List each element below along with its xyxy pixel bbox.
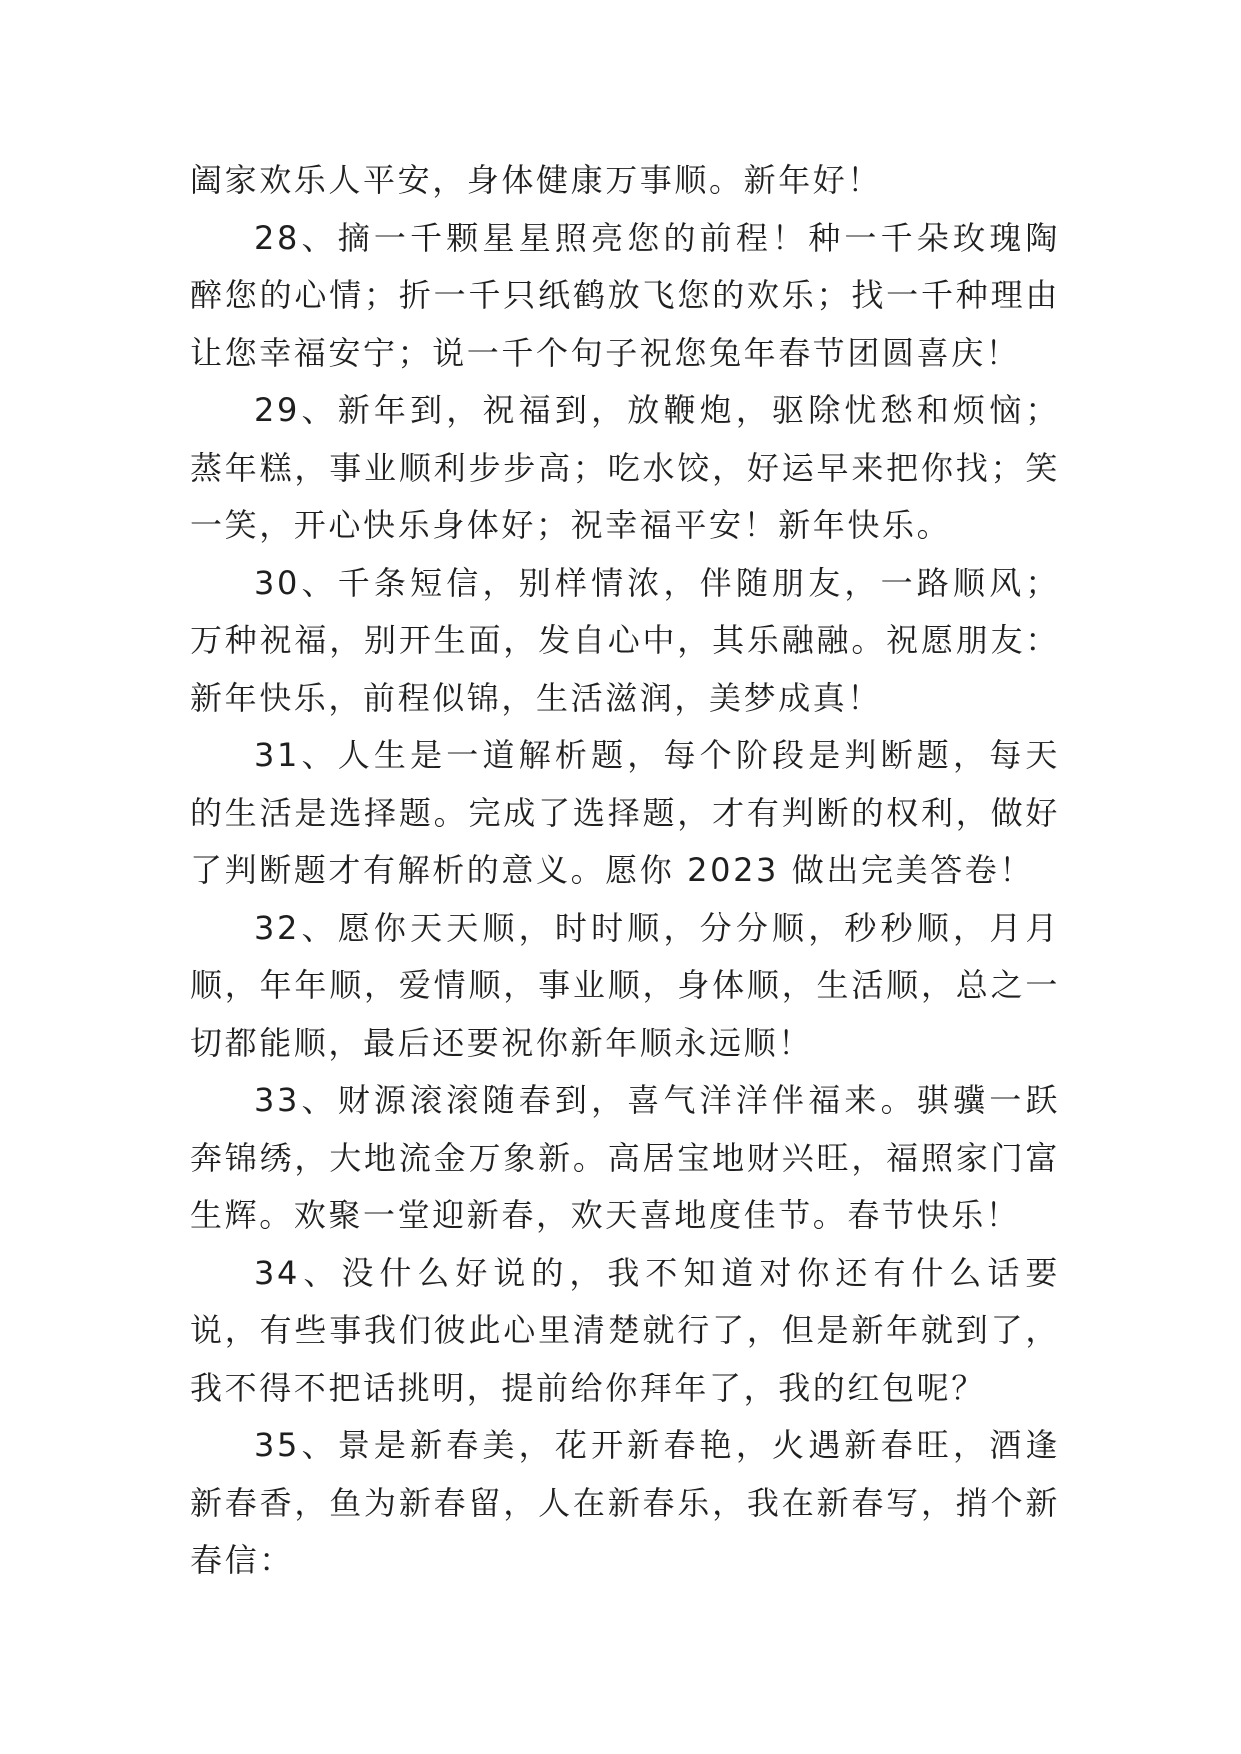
- paragraph-35: 35、景是新春美，花开新春艳，火遇新春旺，酒逢新春香，鱼为新春留，人在新春乐，我在新春写，捎个新春信：: [190, 1426, 1060, 1579]
- paragraph-31: 31、人生是一道解析题，每个阶段是判断题，每天的生活是选择题。完成了选择题，才有判断的权利，做好了判断题才有解析的意义。愿你 2023 做出完美答卷！: [190, 736, 1060, 889]
- document-body: [190, 152, 1060, 1590]
- paragraph-28: 28、摘一千颗星星照亮您的前程！种一千朵玫瑰陶醉您的心情；折一千只纸鹤放飞您的欢乐；找一千种理由让您幸福安宁；说一千个句子祝您兔年春节团圆喜庆！: [190, 218, 1060, 372]
- paragraph-32: 32、愿你天天顺，时时顺，分分顺，秒秒顺，月月顺，年年顺，爱情顺，事业顺，身体顺，生活顺，总之一切都能顺，最后还要祝你新年顺永远顺！: [190, 908, 1060, 1062]
- paragraph-34: 34、没什么好说的，我不知道对你还有什么话要说，有些事我们彼此心里清楚就行了，但是新年就到了，我不得不把话挑明，提前给你拜年了，我的红包呢？: [190, 1253, 1060, 1407]
- paragraph-29: 29、新年到，祝福到，放鞭炮，驱除忧愁和烦恼；蒸年糕，事业顺利步步高；吃水饺，好运早来把你找；笑一笑，开心快乐身体好；祝幸福平安！新年快乐。: [190, 391, 1060, 544]
- paragraph-33: 33、财源滚滚随春到，喜气洋洋伴福来。骐骥一跃奔锦绣，大地流金万象新。高居宝地财兴旺，福照家门富生辉。欢聚一堂迎新春，欢天喜地度佳节。春节快乐！: [190, 1081, 1060, 1234]
- paragraph-30: 30、千条短信，别样情浓，伴随朋友，一路顺风；万种祝福，别开生面，发自心中，其乐融融。祝愿朋友：新年快乐，前程似锦，生活滋润，美梦成真！: [190, 563, 1060, 717]
- paragraph-continuation: 阖家欢乐人平安，身体健康万事顺。新年好！: [190, 161, 883, 199]
